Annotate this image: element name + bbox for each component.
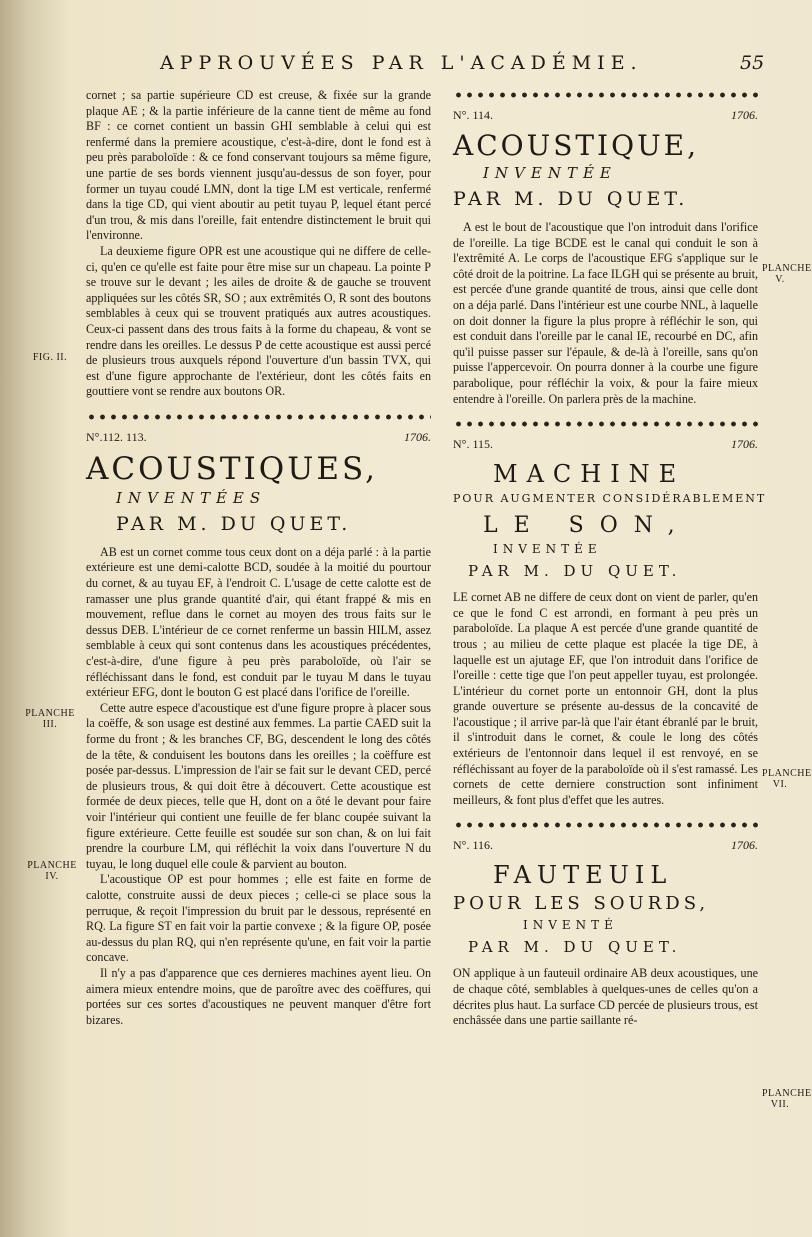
paragraph-fauteuil-116: ON applique à un fauteuil ordinaire AB deux acoustiques, une de chaque côté, semblables à quelques-unes de celles qu'on a décrites plus haut. La surface CD percée de plusieurs trous, est enchâssée dans une partie saillante ré- (453, 966, 758, 1028)
entry-invented: INVENTÉE (493, 542, 602, 557)
entry-author: PAR M. DU QUET. (468, 562, 682, 581)
entry-year: 1706. (731, 437, 758, 452)
entry-title: ACOUSTIQUE, (453, 129, 700, 162)
right-column (453, 88, 767, 1029)
entry-subtitle: INVENTÉES (116, 488, 267, 507)
left-column (86, 88, 431, 1028)
paragraph-machine-115: LE cornet AB ne differe de ceux dont on vient de parler, qu'en ce que le fond C est arrondi, en formant à peu près un paraboloïde. La plaque A est percée d'une grande quantité de trous ; au milieu de cette plaque est placée la tige DE, à laquelle est un ajutage EF, que l'on introduit dans l'orifice de l'oreille : cette tige que l'on peut appeller tuyau, est prolongée. L'intérieur du cornet porte un entonnoir GH, dont la plus grande ouverture se présente au-dessus de la concavité de l'acoustique ; il arrive par-là que l'air étant ébranlé par le bruit, il s'introduit dans le cornet, & coule le long des côtés extérieurs de l'entonnoir dans lequel il est renvoyé, en se réfléchissant au foyer de la paraboloïde où il s'est ramassé. Les cornets de cette derniere construction sont infiniment meilleurs, & font plus d'effet que les autres. (453, 590, 758, 807)
entry-year: 1706. (404, 429, 431, 444)
margin-note-planche-7: PLANCHE VII. (762, 1088, 812, 1110)
margin-note-planche-6: PLANCHE VI. (762, 768, 812, 790)
margin-note-planche-3: PLANCHE III. (25, 708, 75, 730)
entry-header-116 (453, 838, 758, 853)
entry-author: PAR M. DU QUET. (453, 188, 689, 210)
entry-subtitle: INVENTÉE (483, 164, 617, 182)
paragraph-cornet: cornet ; sa partie supérieure CD est creuse, & fixée sur la grande plaque AE ; & la partie inférieure de la canne tient de même au fond BF : ce cornet contient un bassin GHI semblable à celui qui est renfermé dans la premiere acoustique, c'est-à-dire, dont le fond est à peu près paraboloïde : & ce fond conservant toujours sa même figure, une partie de ses bords viennent jusqu'au-dessus de son foyer, pour former un tuyau coudé LMN, dont la tige LM est verticale, renfermé dans la tige CD, qui vient aboutir au petit tuyau P, lequel étant percé d'un trou, & mis dans l'oreille, fait entendre distinctement le bruit qui l'environne. (86, 88, 431, 243)
entry-number: N°. 115. (453, 437, 494, 452)
ornament-rule (453, 419, 758, 429)
entry-number: N°. 116. (453, 838, 494, 853)
entry-number: N°.112. 113. (86, 429, 147, 444)
entry-title: ACOUSTIQUES, (86, 450, 378, 487)
running-head: APPROUVÉES PAR L'ACADÉMIE. (160, 52, 643, 74)
paragraph-ab-cornet: AB est un cornet comme tous ceux dont on a déja parlé : à la partie extérieure est une demi-calotte BCD, soudée à la moitié du pourtour du cornet, & au tuyau EF, à l'endroit C. L'usage de cette calotte est de ramasser une plus grande quantité d'air, qui étant frappé & mis en mouvement, reflue dans le cornet au moyen des trous faits sur le dessus DEB. L'intérieur de ce cornet renferme un bassin HILM, assez semblable à ceux qui sont contenus dans les acoustiques précédentes, c'est-à-dire, d'une figure à peu près paraboloïde, où l'air se réfléchissant dans le fond, est conduit par le tuyau M dans le tuyau extérieur EFG, dont le bouton G est placé dans l'orifice de l'oreille. (86, 544, 431, 700)
entry-subtitle: POUR AUGMENTER CONSIDÉRABLEMENT (453, 492, 767, 506)
margin-note-fig-2: FIG. II. (32, 352, 68, 363)
ornament-rule (453, 90, 758, 100)
entry-title: FAUTEUIL (493, 861, 673, 890)
entry-title-secondary: LE SON, (483, 513, 691, 539)
paragraph-acoustique-114: A est le bout de l'acoustique que l'on introduit dans l'orifice de l'oreille. La tige BCDE est le canal qui conduit le son à l'extrêmité A. Le corps de l'acoustique EFG s'applique sur le côté droit de la poitrine. La face ILGH qui se présente au bruit, est percée d'une grande quantité de trous, ainsi que celle dont on a déja parlé. Dans l'intérieur est une courbe NNL, à laquelle on doit donner la figure la plus propre à réfléchir le son, qui est conduit dans l'oreille par le canal IE, recourbé en DC, afin qu'il puisse passer sur l'épaule, & de-là à l'oreille, sans qu'on puisse l'appercevoir. On pourra donner à la courbe une figure parabolique, pour réfléchir la voix, & pour la faire mieux entendre à l'oreille. On parlera près de la machine. (453, 220, 758, 406)
entry-author: PAR M. DU QUET. (468, 938, 682, 957)
entry-header-114 (453, 108, 758, 123)
margin-note-planche-4: PLANCHE IV. (27, 860, 77, 882)
entry-author: PAR M. DU QUET. (116, 512, 352, 535)
paragraph-coeffe: Cette autre espece d'acoustique est d'une figure propre à placer sous la coëffe, & son usage est destiné aux femmes. La partie CAED suit la forme du front ; & les branches CF, BG, descendent le long des côtés de la tête, & conduisent les boutons dans les oreilles ; la coëffure est posée par-dessus. L'impression de l'air se fait sur le devant CED, percé de plusieurs trous, & qui doit être à découvert. Cette acoustique est formée de deux pieces, telle que H, dont on a ôté le devant pour faire voir l'intérieur qui contient une feuille de fer blanc coupée suivant la figure extérieure. Cette feuille est soudée sur son chan, & on lui fait prendre la courbure LM, qui réfléchit la voix dans l'ouverture N du tuyau, le long duquel elle coule & parvient au bouton. (86, 700, 431, 871)
ornament-rule (453, 820, 758, 830)
paragraph-deuxieme-figure: La deuxieme figure OPR est une acoustique qui ne differe de celle-ci, qu'en ce qu'elle est faite pour être mise sur un chapeau. La pointe P se trouve sur le devant ; les ailes de droite & de gauche se trouvent appliquées sur les côtés SR, SO ; aux extrêmités O, R sont des boutons semblables à ceux qui se trouvent pratiqués aux autres acoustiques. Ceux-ci passent dans des trous faits à la forme du chapeau, & vont se rendre dans les oreilles. Le dessus P de cette acoustique est aussi percé de plusieurs trous auxquels répond l'ouverture d'un bassin TVX, qui est d'une figure approchante de l'extérieur, dont les côtés faits en gouttiere vont se rendre aux boutons OR. (86, 243, 431, 399)
paragraph-conclusion: Il n'y a pas d'apparence que ces dernieres machines ayent lieu. On aimera mieux entendre moins, que de paroître avec des coëffures, qui portées sur ces sortes d'acoustiques ne peuvent manquer d'être fort bizares. (86, 965, 431, 1027)
ornament-rule (86, 412, 431, 422)
entry-header-115 (453, 437, 758, 452)
entry-invented: INVENTÉ (523, 918, 618, 933)
margin-note-planche-5: PLANCHE V. (762, 263, 812, 285)
page-number: 55 (740, 52, 765, 74)
paragraph-hommes: L'acoustique OP est pour hommes ; elle est faite en forme de calotte, construite aussi de deux pieces ; celle-ci se place sous la perruque, & reçoit l'impression du bruit par le dessous, représenté en RQ. La figure ST en fait voir la partie convexe ; & la figure OP, posée au-dessus du plan RQ, qui n'en représente qu'une, en fait voir la partie concave. (86, 872, 431, 965)
entry-number: N°. 114. (453, 108, 494, 122)
entry-subtitle: POUR LES SOURDS, (453, 893, 710, 915)
entry-year: 1706. (731, 838, 758, 853)
entry-title: MACHINE (493, 460, 686, 489)
entry-year: 1706. (731, 108, 758, 122)
entry-header-112 (86, 430, 431, 445)
